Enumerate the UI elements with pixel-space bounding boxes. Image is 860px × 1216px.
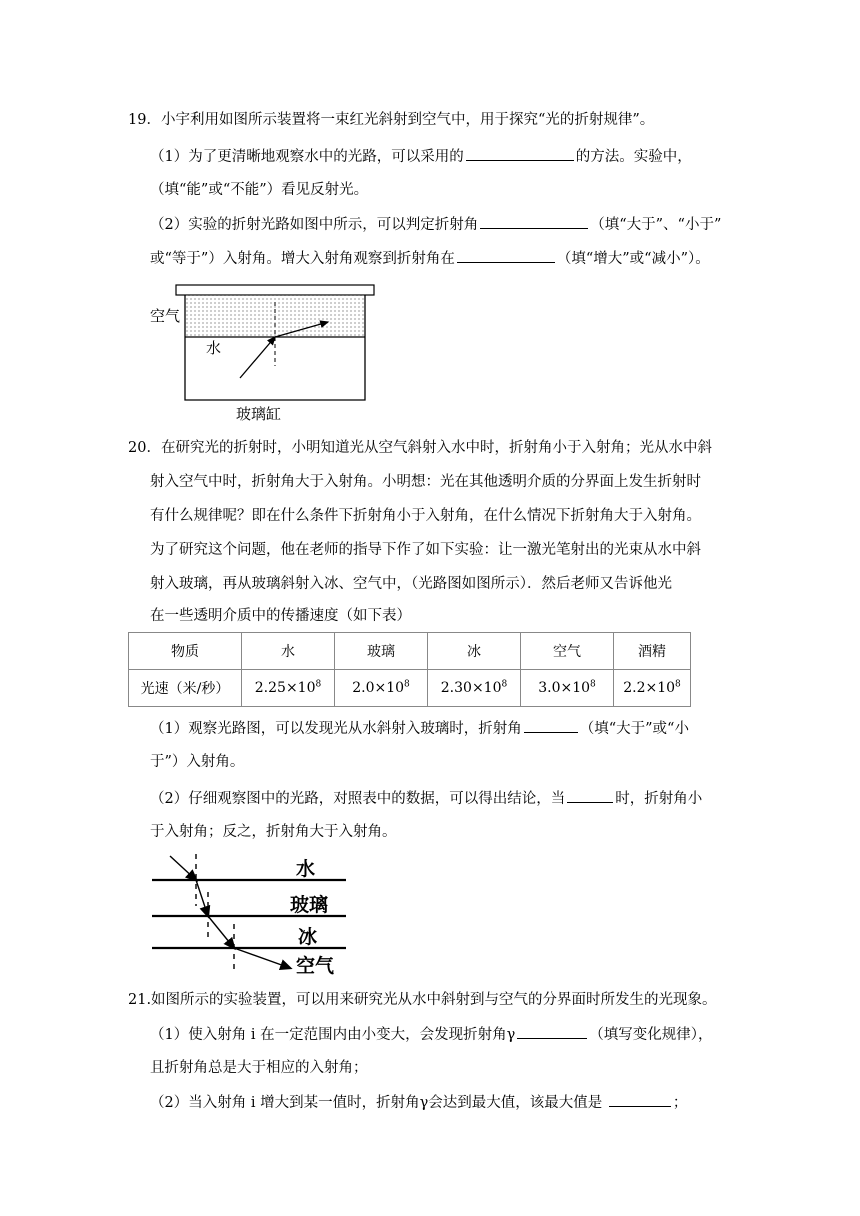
table-header-cell: 冰 [428,633,521,670]
table-header-cell: 空气 [521,633,614,670]
q19-blank-1[interactable] [466,146,574,161]
table-row-label: 光速（米/秒） [129,670,242,707]
q21-blank-2[interactable] [609,1092,671,1107]
table-cell: $3.0\times 10^8$ [521,670,614,707]
q20-blank-1[interactable] [524,718,578,733]
table-header-cell: 物质 [129,633,242,670]
q21-stem: 21.如图所示的实验装置，可以用来研究光从水中斜射到与空气的分界面时所发生的光现象。 [128,992,717,1008]
q19-part2-line2: 或“等于”）入射角。增大入射角观察到折射角在 （填“增大”或“减小”）。 [150,248,710,269]
speed-table [128,632,691,707]
tank-lid [176,285,374,295]
q21-part2-line1: （2）当入射角 i 增大到某一值时，折射角γ会达到最大值，该最大值是 ； [150,1092,687,1113]
table-header-cell: 玻璃 [335,633,428,670]
q19-blank-2[interactable] [480,214,588,229]
q19-figure-glass-tank [130,282,390,422]
q19-stem: 19．小宇利用如图所示装置将一束红光斜射到空气中，用于探究“光的折射规律”。 [128,112,655,128]
label-glass: 玻璃 [290,894,329,916]
table-row [129,670,691,707]
table-header-cell: 酒精 [614,633,691,670]
q20-part2-line2: 于入射角；反之，折射角大于入射角。 [150,824,397,840]
ray-in-water [170,856,196,880]
q20-part2-line1: （2）仔细观察图中的光路，对照表中的数据，可以得出结论，当 时，折射角小 [150,788,702,809]
label-water: 水 [296,858,316,880]
q20-part1-line1: （1）观察光路图，可以发现光从水斜射入玻璃时，折射角 （填“大于”或“小 [150,718,689,739]
q19-part1-line1: （1）为了更清晰地观察水中的光路，可以采用的 的方法。实验中， [150,146,692,167]
table-header-cell: 水 [242,633,335,670]
q19-blank-3[interactable] [457,248,555,263]
label-water: 水 [206,339,222,357]
q19-part2-line1: （2）实验的折射光路如图中所示，可以判定折射角 （填“大于”、“小于” [150,214,721,235]
q20-line-1: 20．在研究光的折射时，小明知道光从空气斜射入水中时，折射角小于入射角；光从水中斜 [128,440,712,456]
label-tank: 玻璃缸 [236,405,282,422]
q21-part1-line2: 且折射角总是大于相应的入射角； [150,1060,368,1076]
table-cell: $2.0\times 10^8$ [335,670,428,707]
q20-line-3: 有什么规律呢？即在什么条件下折射角小于入射角，在什么情况下折射角大于入射角。 [150,508,701,524]
q20-line-5: 射入玻璃，再从玻璃斜射入冰、空气中，（光路图如图所示）．然后老师又告诉他光 [150,576,672,592]
incident-ray [240,337,275,378]
q20-blank-2[interactable] [567,788,613,803]
ray-in-glass [196,880,208,916]
table-cell: $2.25\times 10^8$ [242,670,335,707]
q20-line-4: 为了研究这个问题，他在老师的指导下作了如下实验：让一激光笔射出的光束从水中斜 [150,542,701,558]
table-cell: $2.2\times 10^8$ [614,670,691,707]
q19-part1-line2: （填“能”或“不能”）看见反射光。 [150,182,369,198]
label-air: 空气 [296,955,335,977]
q20-figure-light-path [150,848,350,978]
q21-part1-line1: （1）使入射角 i 在一定范围内由小变大，会发现折射角γ （填写变化规律）， [150,1024,713,1045]
q20-line-2: 射入空气中时，折射角大于入射角。小明想：光在其他透明介质的分界面上发生折射时 [150,474,701,490]
label-air: 空气 [150,307,181,325]
q20-part1-line2: 于”）入射角。 [150,754,245,770]
ray-in-ice [208,916,234,948]
table-header-row [129,633,691,670]
ray-in-air [234,948,290,968]
label-ice: 冰 [298,926,318,948]
table-cell: $2.30\times 10^8$ [428,670,521,707]
q21-blank-1[interactable] [517,1024,587,1039]
q20-line-6: 在一些透明介质中的传播速度（如下表） [150,608,411,624]
